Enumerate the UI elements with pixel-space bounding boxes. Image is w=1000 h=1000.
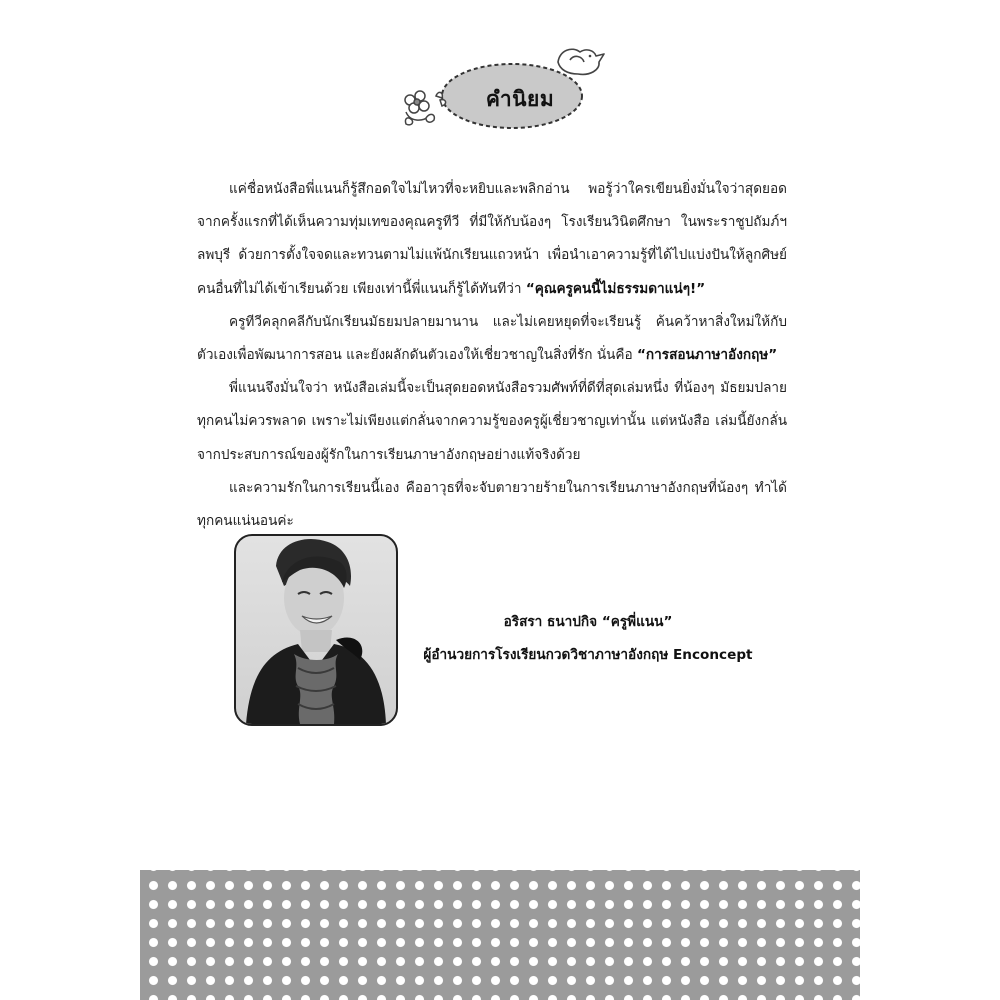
paragraph-4: และความรักในการเรียนนี้เอง คืออาวุธที่จะจับตายวายร้ายในการเรียนภาษาอังกฤษที่น้องๆ ทำได้ทุกคนแน่นอนค่ะ (197, 479, 787, 530)
polka-dot-band (140, 870, 860, 1000)
author-name: อริสรา ธนาปกิจ “ครูพี่แนน” (503, 614, 673, 630)
author-role: ผู้อำนวยการโรงเรียนกวดวิชาภาษาอังกฤษ Enconcept (423, 647, 753, 663)
paragraph-2 (197, 306, 787, 372)
paragraph-3: พี่แนนจึงมั่นใจว่า หนังสือเล่มนี้จะเป็นสุดยอดหนังสือรวมศัพท์ที่ดีที่สุดเล่มหนึ่ง ที่น้องๆ มัธยมปลายทุกคนไม่ควรพลาด เพราะไม่เพียงแต่กลั่นจากความรู้ของครูผู้เชี่ยวชาญเท่านั้น แต่หนังสือ เล่มนี้ยังกลั่นจากประสบการณ์ของผู้รักในการเรียนภาษาอังกฤษอย่างแท้จริงด้วย (197, 380, 787, 463)
preface-text (197, 173, 787, 538)
paragraph-2-text: ครูทีวีคลุกคลีกับนักเรียนมัธยมปลายมานาน และไม่เคยหยุดที่จะเรียนรู้ ค้นคว้าหาสิ่งใหม่ให้กับ ตัวเองเพื่อพัฒนาการสอน และยังผลักดันตัวเองให้เชี่ยวชาญในสิ่งที่รัก นั่นคือ (197, 313, 787, 364)
paragraph-1-highlight: “คุณครูคนนี้ไม่ธรรมดาแน่ๆ!” (525, 280, 706, 297)
bird-doodle-icon (558, 49, 604, 74)
signature (418, 606, 758, 672)
paragraph-2-highlight: “การสอนภาษาอังกฤษ” (637, 347, 778, 364)
page-title: คำนิยม (485, 87, 555, 111)
author-photo (234, 534, 398, 726)
flower-doodle-icon (405, 91, 446, 125)
title-badge (400, 38, 610, 138)
author-portrait (236, 536, 396, 724)
paragraph-1 (197, 173, 787, 306)
paragraph-1-text: แค่ชื่อหนังสือพี่แนนก็รู้สึกอดใจไม่ไหวที่จะหยิบและพลิกอ่าน พอรู้ว่าใครเขียนยิ่งมั่นใจว่าสุดยอด จากครั้งแรกที่ได้เห็นความทุ่มเทของคุณครูทีวี ที่มีให้กับน้องๆ โรงเรียนวินิตศึกษา ในพระราชูปถัมภ์ฯ ลพบุรี ด้วยการตั้งใจจดและทวนตามไม่แพ้นักเรียนแถวหน้า เพื่อนำเอาความรู้ที่ได้ไปแบ่งปันให้ลูกศิษย์ คนอื่นที่ไม่ได้เข้าเรียนด้วย เพียงเท่านี้พี่แนนก็รู้ได้ทันทีว่า (197, 181, 787, 297)
